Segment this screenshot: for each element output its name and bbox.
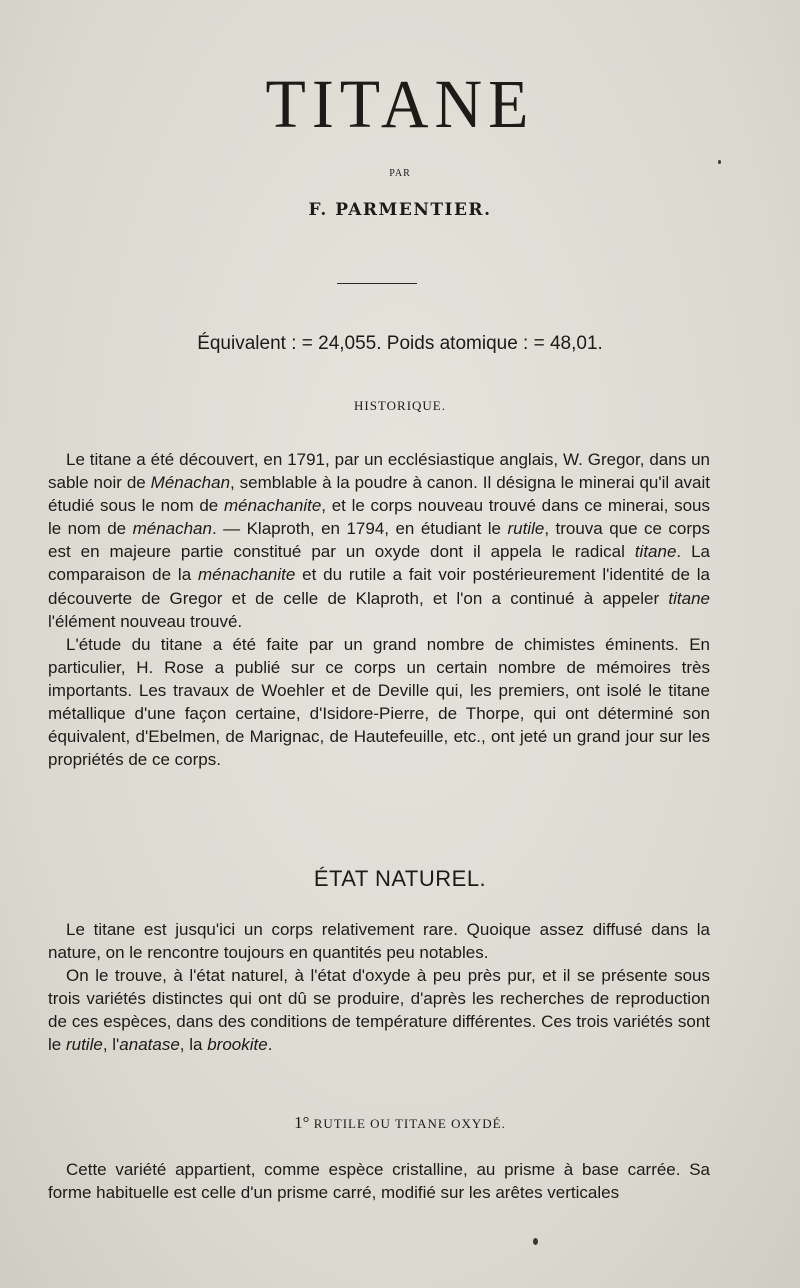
text-run: Le titane a été découvert, en 1791, par un ecclésiastique anglais, W. Gregor, dans un sable noir de xyxy=(48,450,710,493)
subsection-number: 1° xyxy=(294,1113,310,1132)
equivalent-line: Équivalent : = 24,055. Poids atomique : = 48,01. xyxy=(197,333,603,354)
italic-term: Ménachan xyxy=(150,473,231,493)
byline-par: PAR xyxy=(389,168,411,179)
historique-paragraph-1 xyxy=(48,448,710,633)
section-heading-historique: HISTORIQUE. xyxy=(353,398,446,413)
subsection-title: RUTILE OU TITANE OXYDÉ. xyxy=(313,1116,506,1131)
text-run: , trouva que ce corps est en majeure partie constitué par un oxyde dont il appela le radical xyxy=(48,519,710,562)
text-run: , la xyxy=(179,1035,208,1055)
rutile-body xyxy=(48,1158,710,1204)
etat-naturel-paragraph-1: Le titane est jusqu'ici un corps relativement rare. Quoique assez diffusé dans la nature, on le rencontre toujours en quantités peu notables. xyxy=(48,920,710,963)
italic-term: rutile xyxy=(507,519,545,539)
text-run: et du rutile a fait voir postérieurement l'identité de la découverte de Gregor et de celle de Klaproth, et l'on a continué à appeler xyxy=(48,565,710,608)
text-run: On le trouve, à l'état naturel, à l'état d'oxyde à peu près pur, et il se présente sous trois variétés distinctes qui ont dû se produire, d'après les recherches de reproduction de ces espèces, dans des conditions de température différentes. Ces trois variétés sont le xyxy=(48,966,710,1055)
etat-naturel-paragraph-2 xyxy=(48,964,710,1056)
text-run: . — Klaproth, en 1794, en étudiant le xyxy=(211,519,508,539)
italic-term: ménachan xyxy=(132,519,212,539)
divider-rule xyxy=(337,283,417,284)
text-run: , semblable à la poudre à canon. Il désigna le minerai qu'il avait étudié sous le nom de xyxy=(48,473,710,516)
italic-term: ménachanite xyxy=(197,565,296,585)
rutile-paragraph-1: Cette variété appartient, comme espèce cristalline, au prisme à base carrée. Sa forme habituelle est celle d'un prisme carré, modifié sur les arêtes verticales xyxy=(48,1160,710,1203)
text-run: , et le corps nouveau trouvé dans ce minerai, sous le nom de xyxy=(48,496,710,539)
italic-term: rutile xyxy=(65,1035,103,1055)
historique-body xyxy=(48,448,710,771)
italic-term: titane xyxy=(668,588,710,608)
author-name: F. PARMENTIER. xyxy=(308,200,492,220)
ink-speck xyxy=(718,160,721,164)
text-run: , l' xyxy=(102,1035,120,1055)
text-run: . xyxy=(267,1035,273,1055)
page-title: TITANE xyxy=(265,66,535,143)
historique-paragraph-2: L'étude du titane a été faite par un grand nombre de chimistes éminents. En particulier, H. Rose a publié sur ce corps un certain nombre de mémoires très importants. Les travaux de Woehler et de Deville qui, les premiers, ont isolé le titane métallique d'une façon certaine, d'Isidore-Pierre, de Thorpe, qui ont déterminé son équivalent, d'Ebelmen, de Marignac, de Hautefeuille, etc., ont jeté un grand jour sur les propriétés de ce corps. xyxy=(48,634,710,770)
subsection-heading-rutile xyxy=(0,1113,800,1133)
italic-term: ménachanite xyxy=(223,496,322,516)
italic-term: anatase xyxy=(119,1035,180,1055)
italic-term: brookite xyxy=(207,1035,268,1055)
text-run: . La comparaison de la xyxy=(48,542,710,585)
text-run: l'élément nouveau trouvé. xyxy=(48,611,243,631)
ink-speck xyxy=(533,1238,538,1245)
section-heading-etat-naturel: ÉTAT NATUREL. xyxy=(313,866,487,891)
etat-naturel-body xyxy=(48,918,710,1057)
italic-term: titane xyxy=(634,542,677,562)
